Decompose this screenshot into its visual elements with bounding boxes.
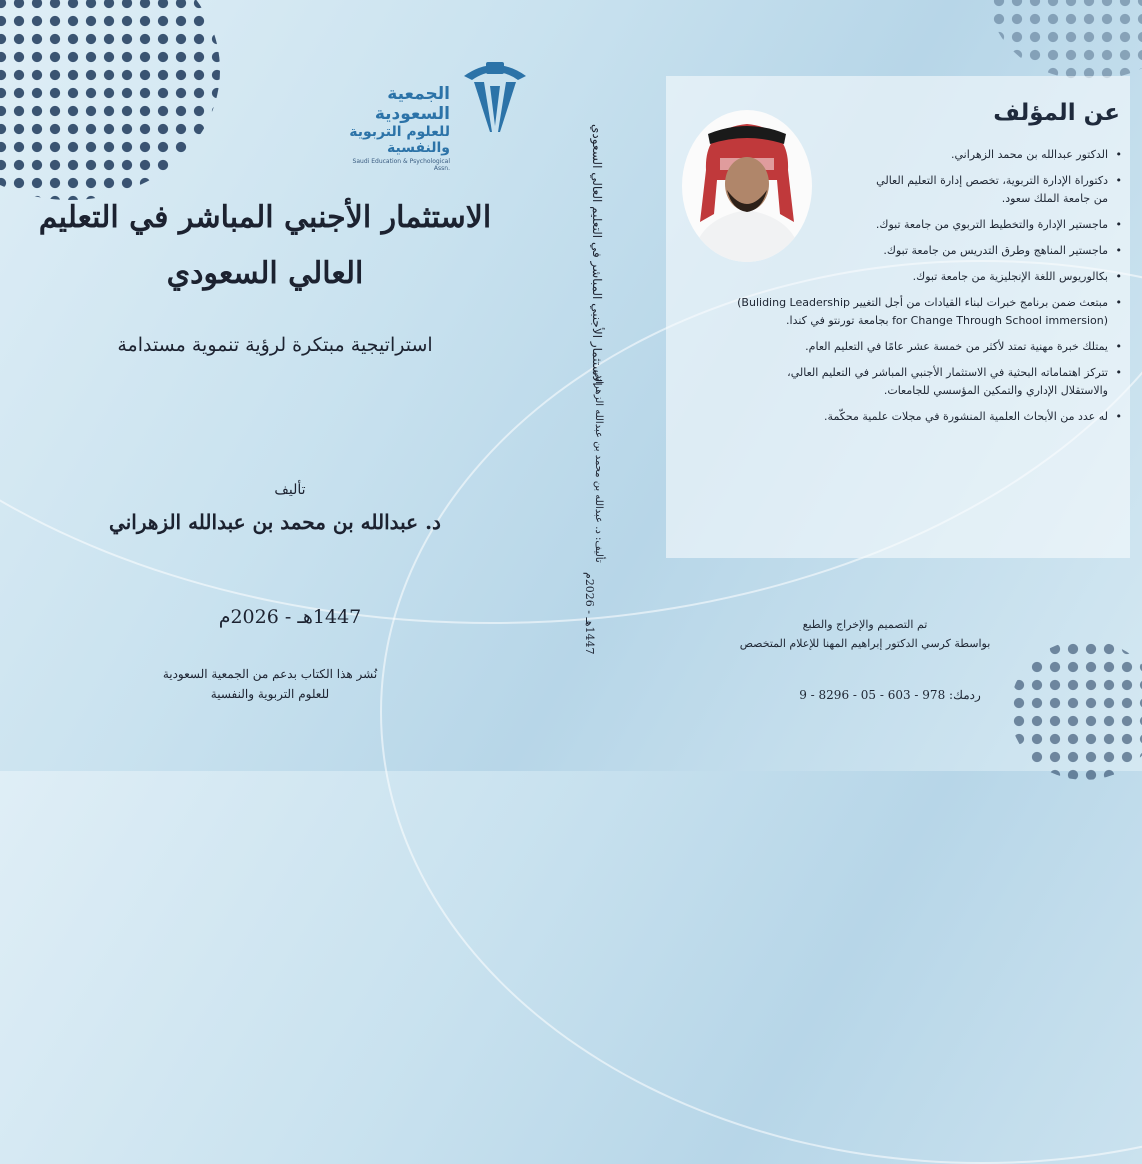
credits-line2: بواسطة كرسي الدكتور إبراهيم المهنا للإعلام المتخصص bbox=[739, 637, 991, 650]
spine-author: تأليف: د. عبدالله بن محمد بن عبدالله الزهراني bbox=[593, 370, 604, 563]
society-name-line2: للعلوم التربوية والنفسية bbox=[349, 124, 450, 156]
isbn-label: ردمك: bbox=[949, 688, 981, 702]
author-label: تأليف bbox=[274, 482, 306, 498]
publication-year: 1447هـ - 2026م bbox=[218, 606, 362, 628]
bio-item-english: (Buliding Leadership bbox=[737, 296, 851, 309]
bio-item bbox=[686, 268, 1122, 286]
spine-title: الاستثمار الأجنبي المباشر في التعليم العالي السعودي bbox=[590, 124, 604, 386]
book-title bbox=[30, 190, 500, 302]
bio-item bbox=[686, 364, 1122, 400]
bio-item-text: مبتعث ضمن برنامج خبرات لبناء القيادات من أجل التغيير bbox=[853, 296, 1108, 309]
isbn-number: 9 - 8296 - 05 - 603 - 978 bbox=[799, 688, 946, 702]
publisher-note-line2: للعلوم التربوية والنفسية bbox=[210, 687, 330, 701]
bio-item-text: ماجستير الإدارة والتخطيط التربوي من جامعة تبوك. bbox=[875, 218, 1108, 231]
production-credits bbox=[680, 615, 1050, 653]
bio-item-text: ماجستير المناهج وطرق التدريس من جامعة تبوك. bbox=[883, 244, 1108, 257]
bio-item-english-line2: for Change Through School immersion) bbox=[892, 314, 1108, 327]
bio-item bbox=[686, 408, 1122, 426]
credits-line1: تم التصميم والإخراج والطبع bbox=[802, 618, 928, 631]
bio-item bbox=[686, 172, 1122, 208]
bio-item-text: له عدد من الأبحاث العلمية المنشورة في مجلات علمية محكّمة. bbox=[824, 410, 1108, 423]
bio-item-text: • تتركز اهتماماته البحثية في الاستثمار الأجنبي المباشر في التعليم العالي، bbox=[787, 366, 1108, 379]
publisher-note-line1: نُشر هذا الكتاب بدعم من الجمعية السعودية bbox=[162, 667, 378, 681]
society-logo-icon bbox=[462, 56, 528, 132]
bio-item-text: بكالوريوس اللغة الإنجليزية من جامعة تبوك. bbox=[912, 270, 1108, 283]
book-title-line2: العالي السعودي bbox=[166, 256, 364, 291]
bio-item bbox=[686, 216, 1122, 234]
isbn bbox=[740, 688, 1040, 702]
bio-item bbox=[686, 242, 1122, 260]
book-title-line1: الاستثمار الأجنبي المباشر في التعليم bbox=[38, 200, 492, 235]
bio-item bbox=[686, 338, 1122, 356]
bio-item bbox=[686, 294, 1122, 330]
bio-item-text-line2: بجامعة تورنتو في كندا. bbox=[786, 314, 889, 327]
society-logo bbox=[336, 56, 528, 172]
bio-item-text-line2: من جامعة الملك سعود. bbox=[1001, 192, 1108, 205]
publisher-note bbox=[120, 664, 420, 704]
bio-item-text: يمتلك خبرة مهنية تمتد لأكثر من خمسة عشر عامًا في التعليم العام. bbox=[805, 340, 1108, 353]
society-name-en: Saudi Education & Psychological Assn. bbox=[352, 158, 450, 172]
bio-item bbox=[686, 146, 1122, 164]
spine-year: 1447هـ - 2026م bbox=[583, 572, 596, 655]
bio-item-text: الدكتور عبدالله بن محمد الزهراني. bbox=[950, 148, 1108, 161]
book-subtitle: استراتيجية مبتكرة لرؤية تنموية مستدامة bbox=[117, 334, 433, 356]
society-name-line1: الجمعية السعودية bbox=[374, 84, 450, 124]
author-bio-list bbox=[686, 146, 1122, 434]
bio-item-text-line2: والاستقلال الإداري والتمكين المؤسسي للجامعات. bbox=[883, 384, 1108, 397]
bio-item-text: • دكتوراة الإدارة التربوية، تخصص إدارة التعليم العالي bbox=[876, 174, 1108, 187]
about-author-heading: عن المؤلف bbox=[993, 100, 1120, 126]
author-name: د. عبدالله بن محمد بن عبدالله الزهراني bbox=[109, 510, 441, 534]
